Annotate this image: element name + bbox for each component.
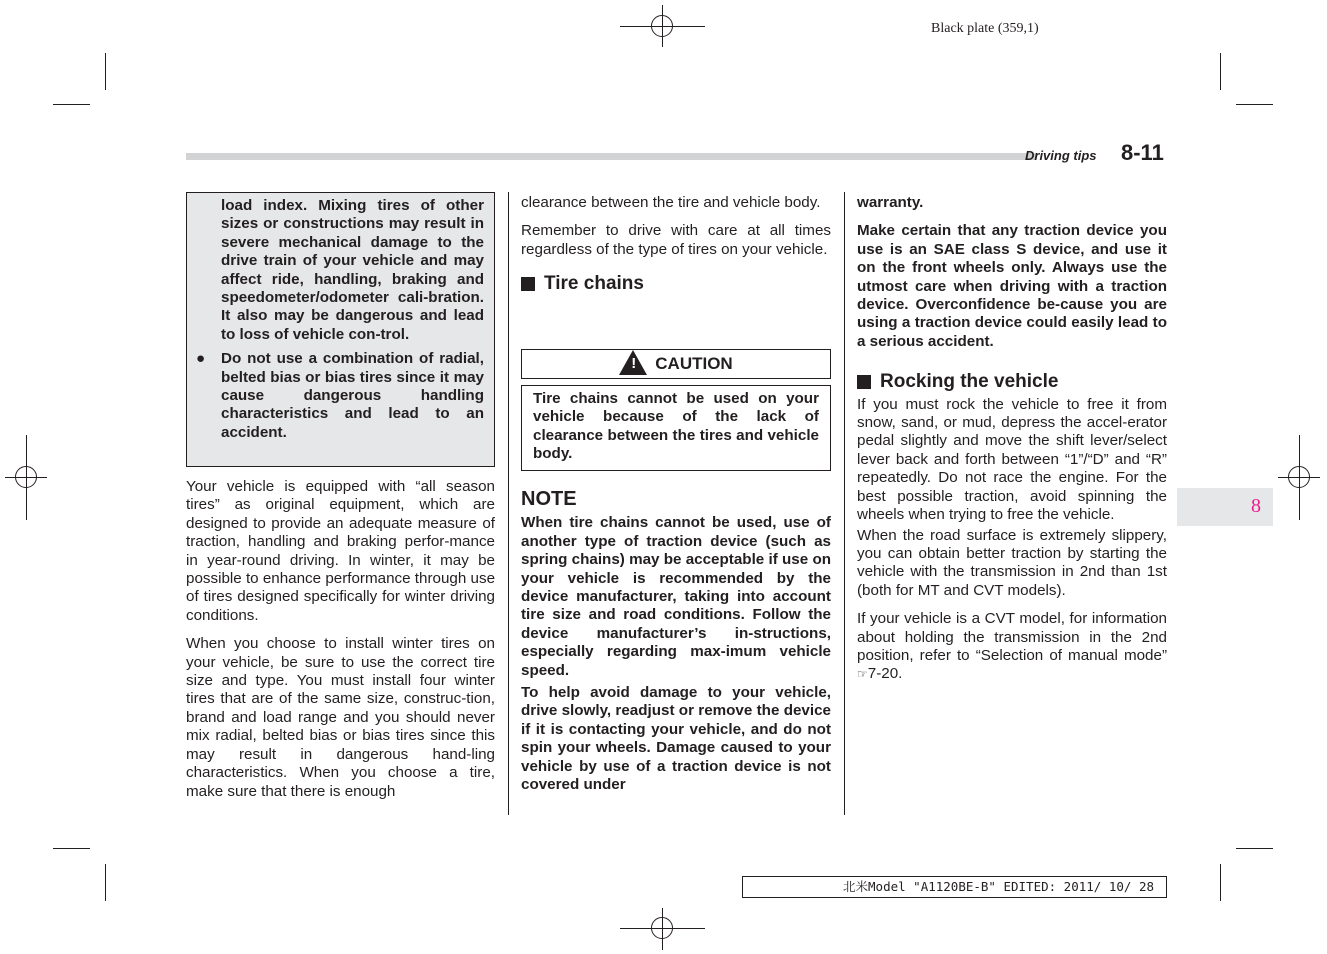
paragraph-text: If your vehicle is a CVT model, for information about holding the transmission in the 2nd position, refer to “Selection of manual mode” bbox=[857, 610, 1167, 664]
caution-label: CAUTION bbox=[655, 354, 733, 373]
registration-mark-icon bbox=[15, 466, 37, 488]
header-bar bbox=[186, 153, 1036, 160]
bullet-icon: ● bbox=[196, 350, 206, 368]
crop-mark bbox=[1236, 848, 1273, 849]
warning-triangle-icon: ! bbox=[619, 350, 647, 375]
page-reference-icon: ☞ bbox=[857, 667, 868, 682]
paragraph bbox=[857, 610, 1167, 684]
column-divider bbox=[844, 192, 845, 815]
crop-mark bbox=[105, 864, 106, 901]
bold-paragraph: Make certain that any traction device you use is an SAE class S device, and use it on the front wheels only. Always use the utmost care when driving with a traction device. Overconfidence be-cause you are using a traction device could easily lead to a serious accident. bbox=[857, 222, 1167, 350]
warning-box bbox=[186, 192, 495, 467]
paragraph: If you must rock the vehicle to free it from snow, sand, or mud, depress the accel-erator pedal slightly and move the shift lever/select lever back and forth between “1”/“D” and “R” repeatedly. Do not race the engine. For the best possible traction, avoid spinning the wheels when trying to free the vehicle. bbox=[857, 395, 1167, 524]
column-divider bbox=[508, 192, 509, 815]
paragraph: When you choose to install winter tires on your vehicle, be sure to use the correct tire size and type. You must install four winter tires that are of the same size, construc-tion, brand and load range and you should never mix radial, belted bias or bias tires since this may result in dangerous hand-ling characteristics. When you choose a tire, make sure that there is enough bbox=[186, 635, 495, 800]
crop-mark bbox=[1236, 104, 1273, 105]
plate-label: Black plate (359,1) bbox=[931, 21, 1039, 36]
paragraph: When the road surface is extremely slippery, you can obtain better traction by starting the vehicle with the transmission in 2nd than 1st (both for MT and CVT models). bbox=[857, 526, 1167, 599]
caution-body: Tire chains cannot be used on your vehicle because of the lack of clearance between the tires and vehicle body. bbox=[521, 385, 831, 471]
note-block bbox=[521, 490, 831, 799]
section-heading bbox=[857, 373, 1167, 391]
crop-mark bbox=[1220, 53, 1221, 90]
bold-paragraph: warranty. bbox=[857, 194, 924, 211]
column-3 bbox=[857, 194, 1167, 694]
page-reference: 7-20. bbox=[867, 665, 903, 683]
page-number: 8-11 bbox=[1121, 140, 1164, 165]
warning-bullet-item bbox=[196, 350, 484, 442]
chapter-tab-number: 8 bbox=[1251, 495, 1261, 517]
caution-header bbox=[521, 349, 831, 379]
note-paragraph: When tire chains cannot be used, use of another type of traction device (such as spring chains) may be acceptable if use on your vehicle is recommended by the device manufacturer, taking into account tire size and road conditions. Follow the device manufacturer’s in-structions, especially regarding max-imum vehicle speed. bbox=[521, 514, 831, 679]
footer-edit-info: 北米Model "A1120BE-B" EDITED: 2011/ 10/ 28 bbox=[742, 876, 1167, 898]
warning-box-text: load index. Mixing tires of other sizes or constructions may result in severe mechanical damage to the drive train of your vehicle and may affect ride, handling, braking and speedometer/odometer cali-bration. It also may be dangerous and lead to loss of vehicle con-trol. bbox=[221, 197, 484, 343]
crop-mark bbox=[1220, 864, 1221, 901]
heading-square-icon bbox=[857, 375, 871, 389]
section-title: Driving tips bbox=[1025, 148, 1097, 163]
warning-bullet-text: Do not use a combination of radial, belted bias or bias tires since it may cause dangerous handling characteristics and lead to an accident. bbox=[221, 350, 484, 441]
crop-mark bbox=[53, 848, 90, 849]
registration-mark-icon bbox=[651, 917, 673, 939]
crop-mark bbox=[105, 53, 106, 90]
paragraph: Your vehicle is equipped with “all season tires” as original equipment, which are designed to provide an adequate measure of traction, handling and braking perfor-mance in year-round driving. In winter, it may be possible to enhance performance through use of tires designed specifically for winter driving conditions. bbox=[186, 478, 496, 624]
paragraph: Remember to drive with care at all times regardless of the type of tires on your vehicle. bbox=[521, 222, 831, 258]
column-2 bbox=[521, 194, 831, 294]
registration-mark-icon bbox=[651, 15, 673, 37]
section-heading-text: Rocking the vehicle bbox=[880, 371, 1059, 393]
registration-mark-icon bbox=[1288, 466, 1310, 488]
column-1 bbox=[186, 478, 495, 811]
heading-square-icon bbox=[521, 277, 535, 291]
note-title: NOTE bbox=[521, 488, 577, 510]
section-heading-text: Tire chains bbox=[544, 273, 644, 295]
crop-mark bbox=[53, 104, 90, 105]
section-heading bbox=[521, 275, 831, 293]
note-paragraph: To help avoid damage to your vehicle, drive slowly, readjust or remove the device if it is contacting your vehicle, and do not spin your wheels. Damage caused to your vehicle by use of a traction device is not covered under bbox=[521, 684, 831, 794]
paragraph: clearance between the tire and vehicle body. bbox=[521, 194, 821, 211]
